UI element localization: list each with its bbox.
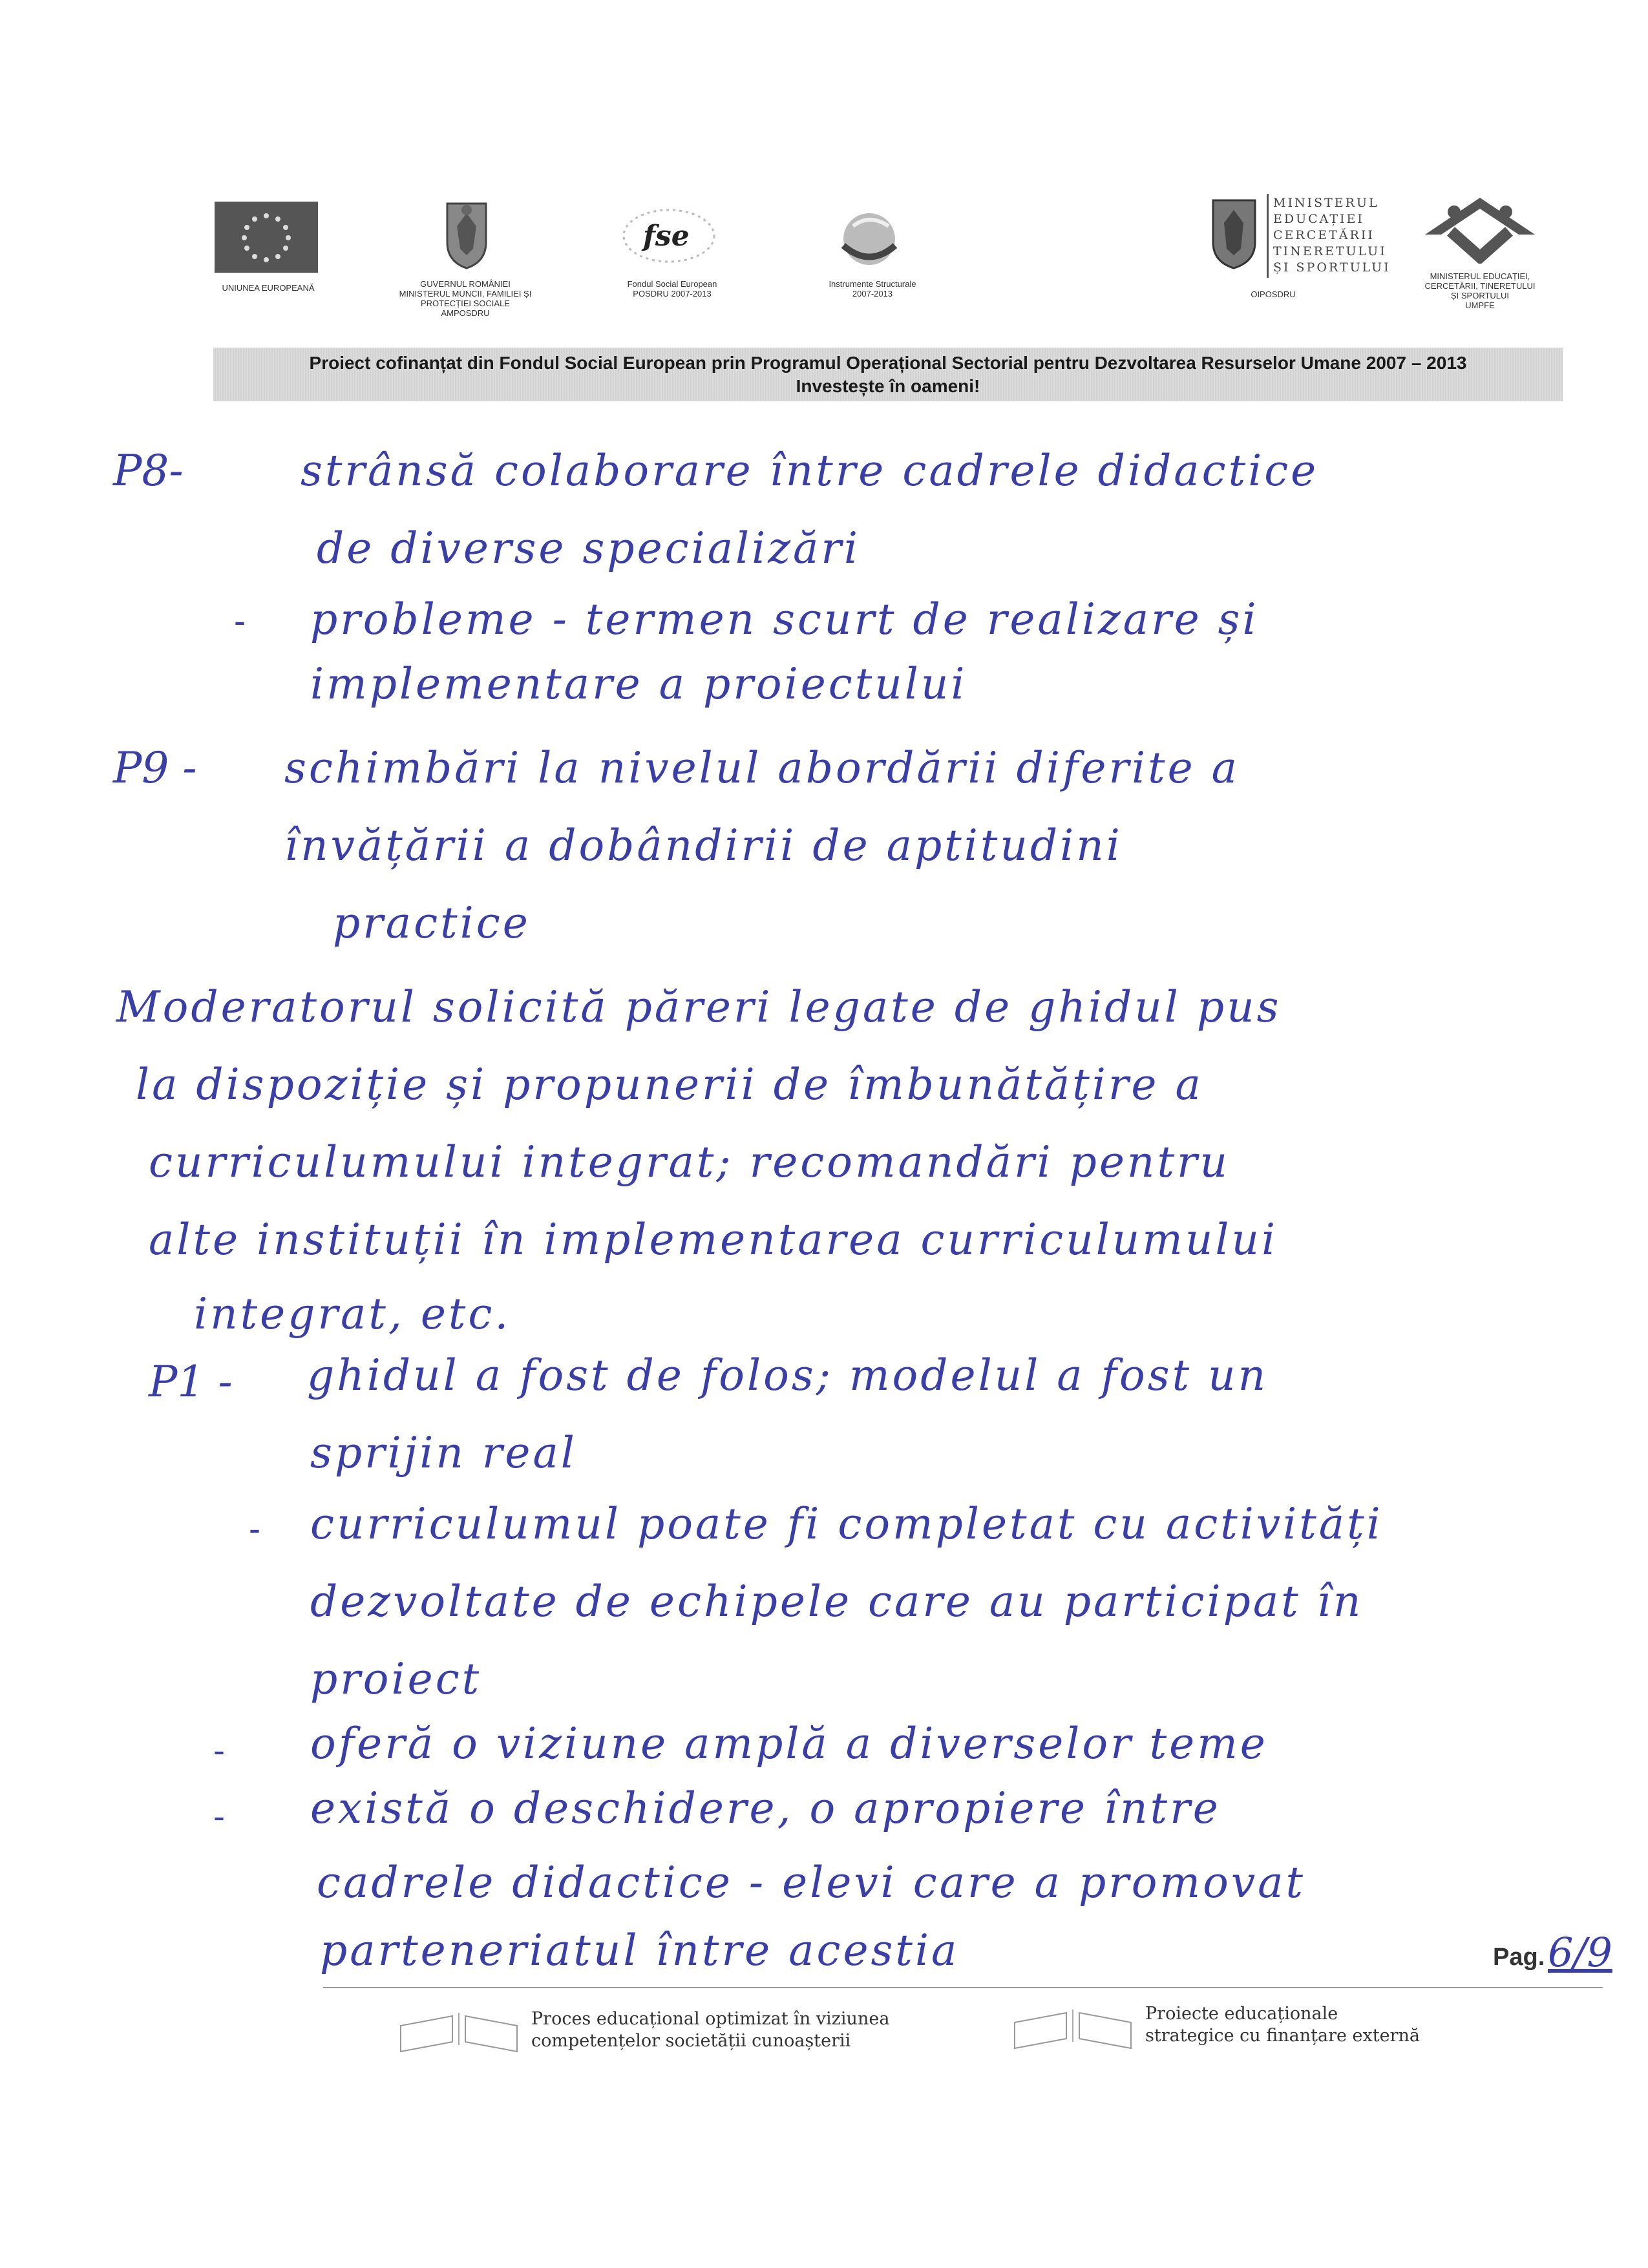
umpfe-house-icon	[1415, 193, 1545, 264]
p9-line-3: practice	[333, 898, 531, 948]
eu-stars-icon	[215, 202, 318, 273]
p1-line-1: ghidul a fost de folos; modelul a fost un	[307, 1350, 1269, 1400]
p1-line-2: sprijin real	[310, 1428, 577, 1478]
p8-line-2: de diverse specializări	[317, 523, 861, 573]
footer-right-text: Proiecte educaționale strategice cu finanțare externă	[1145, 2004, 1420, 2046]
fse-caption: Fondul Social European POSDRU 2007-2013	[627, 279, 717, 299]
umpfe-caption: MINISTERUL EDUCAȚIEI, CERCETĂRII, TINERETULUI ȘI SPORTULUI UMPFE	[1424, 271, 1536, 310]
p1-bullet-dash-1: -	[249, 1509, 260, 1548]
p8-bullet-dash: -	[234, 602, 246, 640]
eu-caption: UNIUNEA EUROPEANĂ	[222, 283, 315, 293]
p1-line-5: proiect	[310, 1654, 482, 1704]
moderator-line-5: integrat, etc.	[194, 1289, 511, 1339]
p1-bullet-dash-3: -	[213, 1797, 225, 1836]
p8-label: P8-	[113, 446, 184, 496]
open-book-icon-right	[1008, 2003, 1137, 2055]
project-banner	[213, 348, 1563, 401]
instrumente-structurale-icon	[827, 207, 911, 275]
moderator-line-2: la dispoziție și propunerii de îmbunătățire a	[136, 1060, 1203, 1109]
ministry-caption: OIPOSDRU	[1251, 289, 1296, 299]
eu-flag-logo	[215, 202, 318, 273]
banner-line-2: Investește în oameni!	[796, 376, 980, 396]
fse-logo-text: fse	[643, 220, 690, 253]
p1-line-7: există o deschidere, o apropiere între	[310, 1783, 1221, 1833]
p8-line-1: strânsă colaborare între cadrele didactice	[301, 446, 1319, 496]
moderator-line-1: Moderatorul solicită păreri legate de ghidul pus	[116, 982, 1282, 1032]
footer-left-text: Proces educațional optimizat în viziunea competențelor societății cunoașterii	[531, 2009, 890, 2051]
header-logos	[0, 0, 1648, 342]
romania-coat-of-arms-icon	[438, 197, 496, 271]
ministry-text: MINISTERUL EDUCAȚIEI CERCETĂRII TINERETULUI ȘI SPORTULUI	[1273, 196, 1391, 275]
instrumente-caption: Instrumente Structurale 2007-2013	[829, 279, 916, 299]
p1-line-4: dezvoltate de echipele care au participat în	[310, 1577, 1364, 1626]
banner-line-1: Proiect cofinanțat din Fondul Social European prin Programul Operațional Sectorial pentru Dezvoltarea Resurselor Umane 2007 – 2013	[309, 353, 1467, 373]
p1-label: P1 -	[149, 1357, 233, 1407]
p9-label: P9 -	[113, 743, 197, 793]
p1-bullet-dash-2: -	[213, 1731, 225, 1770]
p8-line-4: implementare a proiectului	[310, 659, 967, 709]
p1-line-8: cadrele didactice - elevi care a promovat	[317, 1858, 1305, 1907]
open-book-icon-left	[394, 2006, 523, 2058]
moderator-line-3: curriculumului integrat; recomandări pentru	[149, 1137, 1231, 1187]
p9-line-2: învățării a dobândirii de aptitudini	[284, 821, 1123, 870]
p9-line-1: schimbări la nivelul abordării diferite a	[284, 743, 1240, 793]
romania-caption: GUVERNUL ROMÂNIEI MINISTERUL MUNCII, FAMILIEI ȘI PROTECȚIEI SOCIALE AMPOSDRU	[399, 279, 532, 318]
p1-line-6: oferă o viziune amplă a diverselor teme	[310, 1719, 1268, 1769]
p1-line-9: parteneriatul între acestia	[320, 1926, 960, 1975]
p1-line-3: curriculumul poate fi completat cu activități	[310, 1499, 1383, 1549]
handwritten-notes	[0, 407, 1648, 1984]
p8-line-3: probleme - termen scurt de realizare și	[310, 594, 1259, 644]
page-label: Pag.	[1493, 1944, 1545, 1971]
moderator-line-4: alte instituții în implementarea curriculumului	[149, 1215, 1278, 1265]
ministry-divider	[1267, 194, 1269, 278]
footer-divider	[323, 1987, 1603, 1988]
page-number: 6/9	[1548, 1929, 1612, 1976]
ministry-crest-icon	[1203, 194, 1265, 271]
